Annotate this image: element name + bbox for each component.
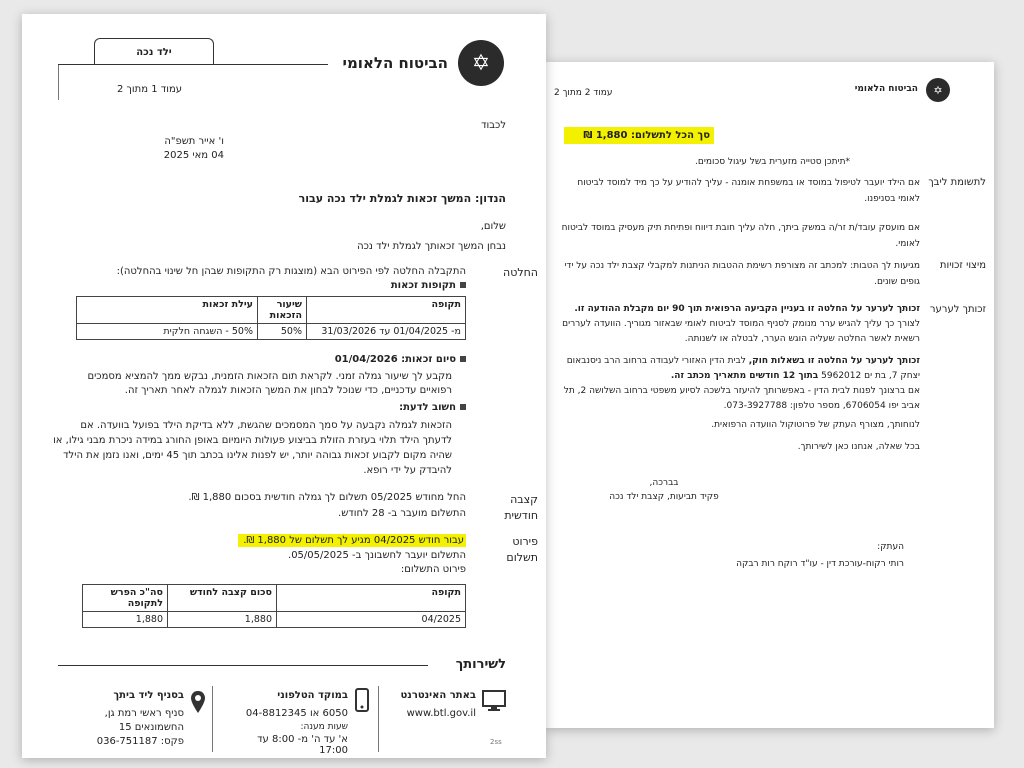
service-divider [58,665,428,666]
appeal-paragraph-3: אם ברצונך לפנות לבית הדין - באפשרותך להיעזר בלשכה לסיוע משפטי ברחוב השלושה 2, תל אביב יפו 6706054, מספר טלפון: 073-3927788. [563,386,920,411]
web-link[interactable]: www.btl.gov.il [406,708,476,719]
pay-total-cell: 1,880 [83,612,168,628]
tab-baseline [58,64,328,65]
phone-icon [354,688,370,712]
reason-cell: 50% - השגחה חלקית [77,324,258,340]
payment-line-2: התשלום יועבר לחשבונך ב- 05/05/2025. [288,550,466,561]
contact-divider [378,686,379,752]
btl-logo-icon: ✡ [926,78,950,102]
subject-line: הנדון: המשך זכאות לגמלת ילד נכה עבור [298,192,506,205]
footer-code: 2ss [490,738,502,746]
page-number: עמוד 2 מתוך 2 [554,88,613,98]
periods-col-period: תקופה [307,297,466,324]
service-heading: לשירותך [455,657,506,672]
computer-icon [482,690,506,712]
pay-monthly-cell: 1,880 [168,612,277,628]
phone-title: במוקד הטלפוני [277,690,348,701]
branch-title: בסניף ליד ביתך [113,690,184,701]
table-row [83,612,466,628]
payment-table [82,584,466,628]
signature-greeting: בברכה, [649,478,679,488]
attention-paragraph-1: אם הילד יועבר לטיפול במוסד או במשפחת אומנה - עליך להודיע על כך מיד למוסד לביטוח לאומי בסניפנו. [577,178,920,204]
bullet-icon [460,282,466,288]
phone-hours: א' עד ה' מ- 8:00 עד 17:00 [257,734,348,756]
pay-col-monthly: סכום קצבה לחודש [168,585,277,612]
intro-text: נבחן המשך זכאותך לגמלת ילד נכה [357,241,506,252]
table-row [77,324,466,340]
rate-cell: 50% [258,324,307,340]
appeal-paragraph-1 [560,302,920,347]
hebrew-date: ו' אייר תשפ"ה [164,136,224,147]
gregorian-date: 04 מאי 2025 [163,150,224,161]
bullet-icon [460,356,466,362]
letter-page-1 [22,14,546,758]
total-payment-highlight: סך הכל לתשלום: 1,880 ₪ [564,127,714,144]
pay-col-total: סה"כ הפרש לתקופה [83,585,168,612]
greeting: שלום, [480,221,506,232]
tab-label: ילד נכה [136,47,172,58]
important-heading-text: חשוב לדעת: [399,402,456,413]
payment-highlight: עבור חודש 04/2025 מגיע לך תשלום של 1,880 ₪. [238,534,466,547]
btl-logo-icon: ✡ [458,40,504,86]
payment-line-3: פירוט התשלום: [400,564,466,575]
bullet-icon [460,404,466,410]
payment-label: פירוט תשלום [506,535,538,564]
periods-heading-text: תקופות זכאות [390,280,456,291]
brand-name: הביטוח הלאומי [854,84,918,94]
location-pin-icon [190,690,206,714]
monthly-line-1: החל מחודש 05/2025 תשלום לך גמלה חודשית בסכום 1,880 ₪. [188,492,466,503]
contact-divider [212,686,213,752]
monthly-line-2: התשלום מועבר ב- 28 לחודש. [338,508,466,519]
periods-table [76,296,466,340]
decision-label: החלטה [503,266,538,279]
end-of-eligibility-heading [216,354,466,365]
appeal-p1-text: לצורך כך עליך להגיש ערר מנומק לסניף המוסד לביטוח לאומי שבאזור מגוריך. הוועדה לעררים רשאית לאשר החלטה שעליה הוגש הערר, לבטלה או לשנותה. [562,319,920,344]
branch-line-1: סניף ראשי רמת גן, [104,708,184,719]
appeal-paragraph-5: בכל שאלה, אנחנו כאן לשירותך. [797,442,920,452]
appeal-p2-text: לבית הדין האזורי לעבודה ברחוב הרב ניסנבאום יצחק 7, בת ים 5962012 [566,356,920,381]
recipient-label: לכבוד [481,120,506,131]
copy-label: העתק: [877,542,904,552]
appeal-p1-bold: זכותך לערער על החלטה זו בעניין הקביעה הרפואית תוך 90 יום מקבלת ההודעה זו. [574,304,920,314]
signature-title: פקיד תביעות, קצבת ילד נכה [609,492,719,502]
rights-paragraph: מגיעות לך הטבות: למכתב זה מצורפת רשימת ההטבות הניתנות למקבלי קצבת ילד נכה על ידי גופים שונים. [564,261,920,287]
attention-paragraph-2: אם מועסק עובד/ת זר/ה במשק ביתך, חלה עליך חובת דיווח ופתיחת תיק מעסיק במוסד לביטוח לאומי. [561,223,920,249]
branch-line-2: החשמונאים 15 [118,722,184,733]
periods-col-rate: שיעור הזכאות [258,297,307,324]
page-number: עמוד 1 מתוך 2 [117,84,182,95]
appeal-paragraph-2 [560,354,920,384]
attention-label: לתשומת ליבך [928,177,986,188]
pay-col-period: תקופה [277,585,466,612]
pay-period-cell: 04/2025 [277,612,466,628]
brand-name: הביטוח הלאומי [342,54,448,72]
document-tab [94,38,214,65]
monthly-label: קצבה חודשית [504,493,538,522]
appeal-label: זכותך לערער [929,304,986,315]
decision-text: התקבלה החלטה לפי הפירוט הבא (מוצגות רק התקופות שבהן חל שינוי בהחלטה): [116,266,466,277]
periods-heading [266,280,466,291]
appeal-p2-bold: זכותך לערער על החלטה זו בשאלות חוק, [748,356,920,366]
important-text: הזכאות לגמלה נקבעה על סמך המסמכים שהגשת, ללא בדיקת הילד בפועל בוועדה. אם לדעתך הילד תלוי בעזרת הזולת בביצוע פעולות היומיום באופן החורג במידה ניכרת מבני גילו, או שהיה מקום לקבוע זכאות גבוהה יותר, יש לפנות אלינו בכתב תוך 45 ימים, ואנו נזמן את הילד להיבדק על ידי רופא. [53,420,452,476]
appeal-paragraph-4: לנוחותך, מצורף העתק של פרוטוקול הוועדה הרפואית. [711,420,920,430]
rights-label: מיצוי זכויות [939,260,986,271]
end-heading-text: סיום זכאות: 01/04/2026 [334,354,456,365]
copy-recipient: רותי רקוח-עורכת דין - עו"ד רוקח רות רבקה [736,559,904,569]
tab-bracket [58,64,59,100]
phone-number[interactable]: 6050 או 04-8812345 [245,708,348,719]
important-heading [266,402,466,413]
branch-fax: פקס: 036-751187 [96,736,184,747]
rounding-note: *תיתכן סטייה מזערית בשל עיגול סכומים. [695,157,850,167]
period-cell: מ- 01/04/2025 עד 31/03/2026 [307,324,466,340]
periods-col-reason: עילת זכאות [77,297,258,324]
letter-page-2 [546,62,994,728]
phone-hours-title: שעות מענה: [300,722,348,732]
web-title: באתר האינטרנט [400,690,476,701]
end-of-eligibility-text: מקבע לך שיעור גמלה זמני. לקראת תום הזכאות הזמנית, נבקש ממך להמציא מסמכים רפואיים עדכניים, כדי שנוכל לבחון את המשך הזכאות לגמלה לאחר תאריך זה. [87,371,452,396]
appeal-p2-bold2: בתוך 12 חודשים מתאריך מכתב זה. [670,371,819,381]
